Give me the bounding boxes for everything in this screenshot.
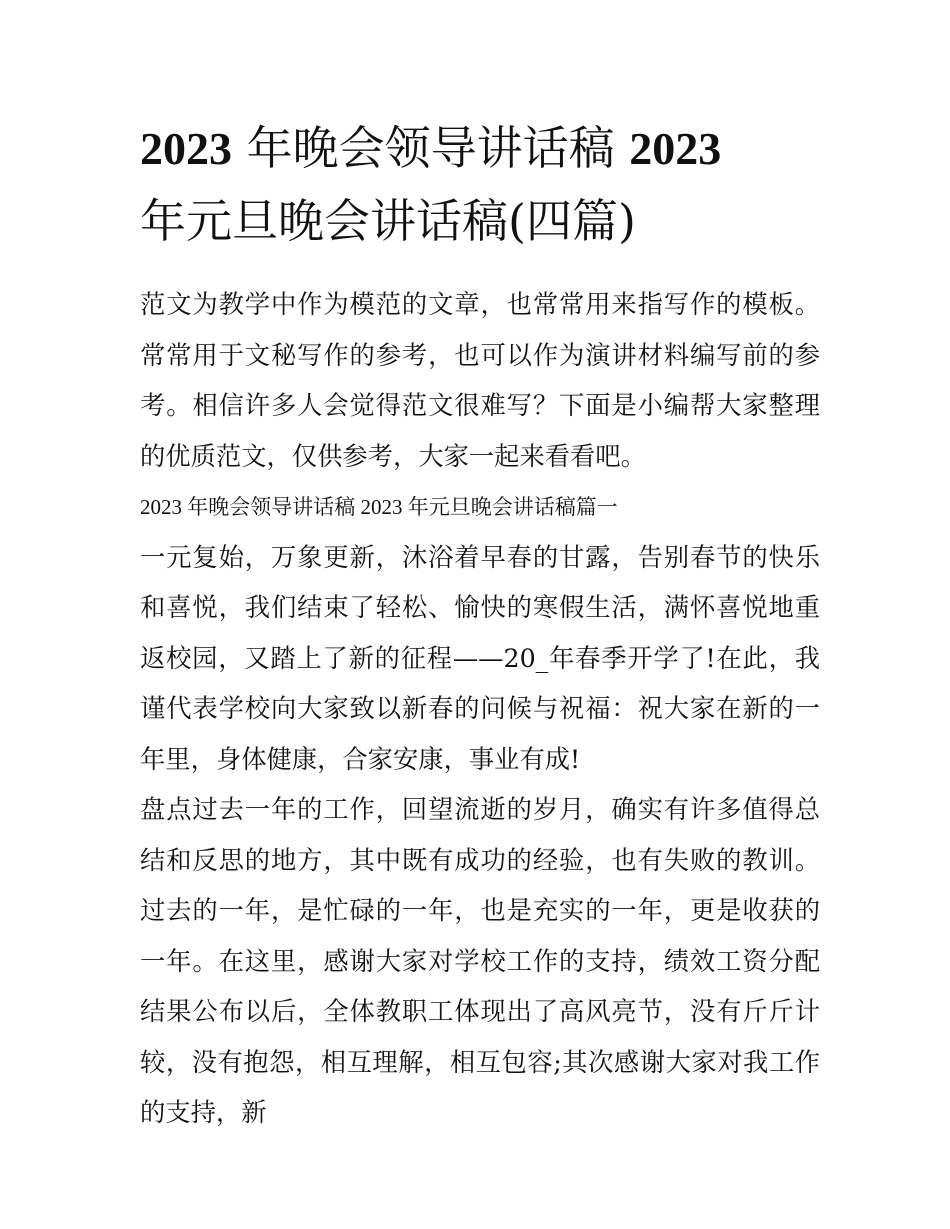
title-line-2: 年元旦晚会讲话稿(四篇) <box>140 194 636 248</box>
intro-paragraph: 范文为教学中作为模范的文章，也常常用来指写作的模板。常常用于文秘写作的参考，也可以作为演讲材料编写前的参考。相信许多人会觉得范文很难写？下面是小编帮大家整理的优质范文，仅供参考，大家一起来看看吧。 <box>140 290 820 471</box>
title-text: 年晚会领导讲话稿 <box>246 121 615 175</box>
body-paragraph-2: 盘点过去一年的工作，回望流逝的岁月，确实有许多值得总结和反思的地方，其中既有成功的经验，也有失败的教训。过去的一年，是忙碌的一年，也是充实的一年，更是收获的一年。在这里，感谢大家对学校工作的支持，绩效工资分配结果公布以后，全体教职工体现出了高风亮节，没有斤斤计较，没有抱怨，相互理解，相互包容;其次感谢大家对我工作的支持，新 <box>140 795 820 1127</box>
body-paragraph-1: 一元复始，万象更新，沐浴着早春的甘露，告别春节的快乐和喜悦，我们结束了轻松、愉快的寒假生活，满怀喜悦地重返校园，又踏上了新的征程——20_年春季开学了!在此，我谨代表学校向大家致以新春的问候与祝福：祝大家在新的一年里，身体健康，合家安康，事业有成! <box>140 542 820 774</box>
title-year-2: 2023 <box>629 123 722 174</box>
document-body <box>140 280 820 1139</box>
page-title <box>140 112 820 258</box>
title-year: 2023 <box>140 123 232 174</box>
section-heading: 2023 年晚会领导讲话稿 2023 年元旦晚会讲话稿篇一 <box>140 495 618 519</box>
